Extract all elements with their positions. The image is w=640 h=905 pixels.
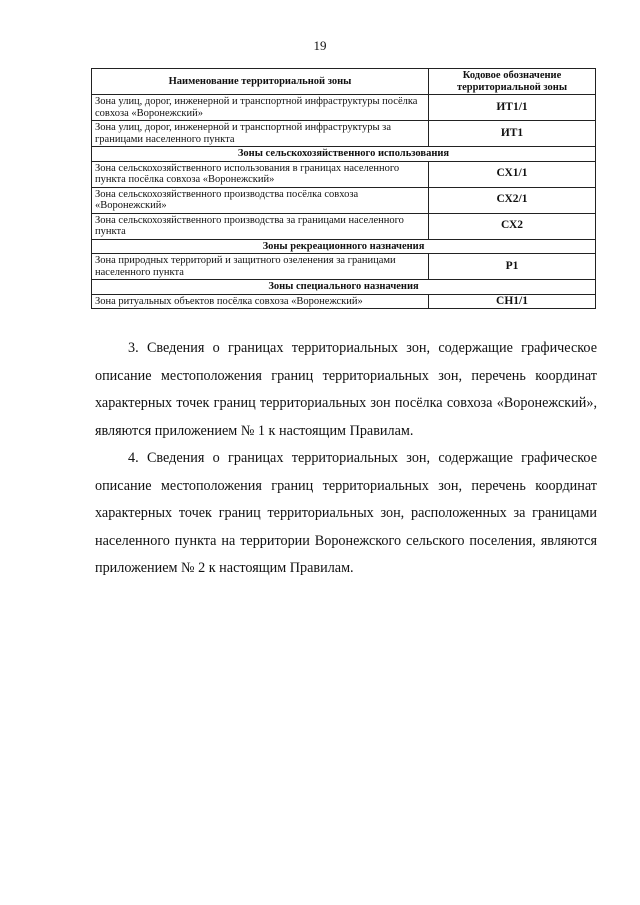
paragraph-4: 4. Сведения о границах территориальных зон, содержащие графическое описание местоположения границ территориальных зон, перечень координат характерных точек границ территориальных зон, расположенных за границами населенного пункта на территории Воронежского сельского поселения, являются приложением № 2 к настоящим Правилам. (95, 450, 597, 576)
table-row (92, 294, 596, 309)
zone-code-cell: СХ2 (429, 213, 596, 239)
zones-table (91, 68, 596, 309)
table-row (92, 121, 596, 147)
body-text (95, 335, 597, 583)
table-group-row (92, 280, 596, 295)
page-number: 19 (313, 38, 327, 53)
zone-code-cell: ИТ1 (429, 121, 596, 147)
zone-code-cell: Р1 (429, 254, 596, 280)
header-zone-name: Наименование территориальной зоны (92, 69, 429, 95)
zone-group-title: Зоны сельскохозяйственного использования (92, 147, 596, 162)
table-row (92, 254, 596, 280)
table-row (92, 213, 596, 239)
table-group-row (92, 239, 596, 254)
zone-name-cell: Зона ритуальных объектов посёлка совхоза «Воронежский» (92, 294, 429, 309)
zone-code-cell: СХ1/1 (429, 161, 596, 187)
table-row (92, 187, 596, 213)
zone-group-title: Зоны рекреационного назначения (92, 239, 596, 254)
zone-name-cell: Зона улиц, дорог, инженерной и транспортной инфраструктуры за границами населенного пункта (92, 121, 429, 147)
header-zone-code: Кодовое обозначение территориальной зоны (429, 69, 596, 95)
paragraph-3: 3. Сведения о границах территориальных зон, содержащие графическое описание местоположения границ территориальных зон, перечень координат характерных точек границ территориальных зон посёлка совхоза «Воронежский», являются приложением № 1 к настоящим Правилам. (95, 340, 597, 439)
table-row (92, 161, 596, 187)
table-row (92, 95, 596, 121)
zone-name-cell: Зона природных территорий и защитного озеленения за границами населенного пункта (92, 254, 429, 280)
zones-table-body (92, 95, 596, 309)
zone-code-cell: СН1/1 (429, 294, 596, 309)
zone-name-cell: Зона сельскохозяйственного производства за границами населенного пункта (92, 213, 429, 239)
zone-name-cell: Зона сельскохозяйственного использования в границах населенного пункта посёлка совхоза «Воронежский» (92, 161, 429, 187)
zone-code-cell: СХ2/1 (429, 187, 596, 213)
table-header-row (92, 69, 596, 95)
zone-code-cell: ИТ1/1 (429, 95, 596, 121)
zone-name-cell: Зона улиц, дорог, инженерной и транспортной инфраструктуры посёлка совхоза «Воронежский» (92, 95, 429, 121)
zone-name-cell: Зона сельскохозяйственного производства посёлка совхоза «Воронежский» (92, 187, 429, 213)
table-group-row (92, 147, 596, 162)
zone-group-title: Зоны специального назначения (92, 280, 596, 295)
